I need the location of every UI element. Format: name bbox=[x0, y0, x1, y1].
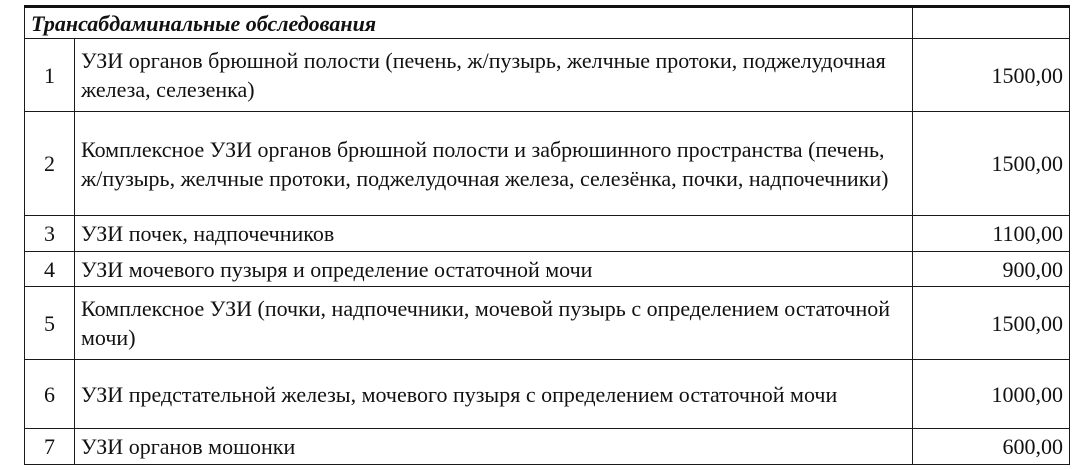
row-number: 1 bbox=[25, 39, 75, 112]
service-price: 1500,00 bbox=[913, 287, 1070, 360]
row-number: 4 bbox=[25, 252, 75, 287]
service-name: УЗИ мочевого пузыря и определение остаточной мочи bbox=[75, 252, 913, 287]
service-name: Комплексное УЗИ органов брюшной полости и забрюшинного пространства (печень, ж/пузырь, желчные протоки, поджелудочная железа, селезёнка, почки, надпочечники) bbox=[75, 112, 913, 216]
table-row bbox=[25, 360, 1070, 429]
service-price: 1500,00 bbox=[913, 112, 1070, 216]
section-price-cell bbox=[913, 7, 1070, 39]
service-price: 1100,00 bbox=[913, 216, 1070, 252]
service-price: 1500,00 bbox=[913, 39, 1070, 112]
service-price: 600,00 bbox=[913, 429, 1070, 465]
section-title: Трансабдаминальные обследования bbox=[25, 7, 913, 39]
service-price: 900,00 bbox=[913, 252, 1070, 287]
price-table bbox=[24, 5, 1070, 465]
table-row bbox=[25, 39, 1070, 112]
service-price: 1000,00 bbox=[913, 360, 1070, 429]
table-row bbox=[25, 112, 1070, 216]
row-number: 7 bbox=[25, 429, 75, 465]
service-name: Комплексное УЗИ (почки, надпочечники, мочевой пузырь с определением остаточной мочи) bbox=[75, 287, 913, 360]
table-row bbox=[25, 429, 1070, 465]
table-row bbox=[25, 216, 1070, 252]
row-number: 5 bbox=[25, 287, 75, 360]
table-row bbox=[25, 252, 1070, 287]
service-name: УЗИ органов брюшной полости (печень, ж/пузырь, желчные протоки, поджелудочная железа, селезенка) bbox=[75, 39, 913, 112]
table-row bbox=[25, 287, 1070, 360]
row-number: 6 bbox=[25, 360, 75, 429]
row-number: 3 bbox=[25, 216, 75, 252]
row-number: 2 bbox=[25, 112, 75, 216]
service-name: УЗИ органов мошонки bbox=[75, 429, 913, 465]
service-name: УЗИ почек, надпочечников bbox=[75, 216, 913, 252]
service-name: УЗИ предстательной железы, мочевого пузыря с определением остаточной мочи bbox=[75, 360, 913, 429]
section-row bbox=[25, 7, 1070, 39]
